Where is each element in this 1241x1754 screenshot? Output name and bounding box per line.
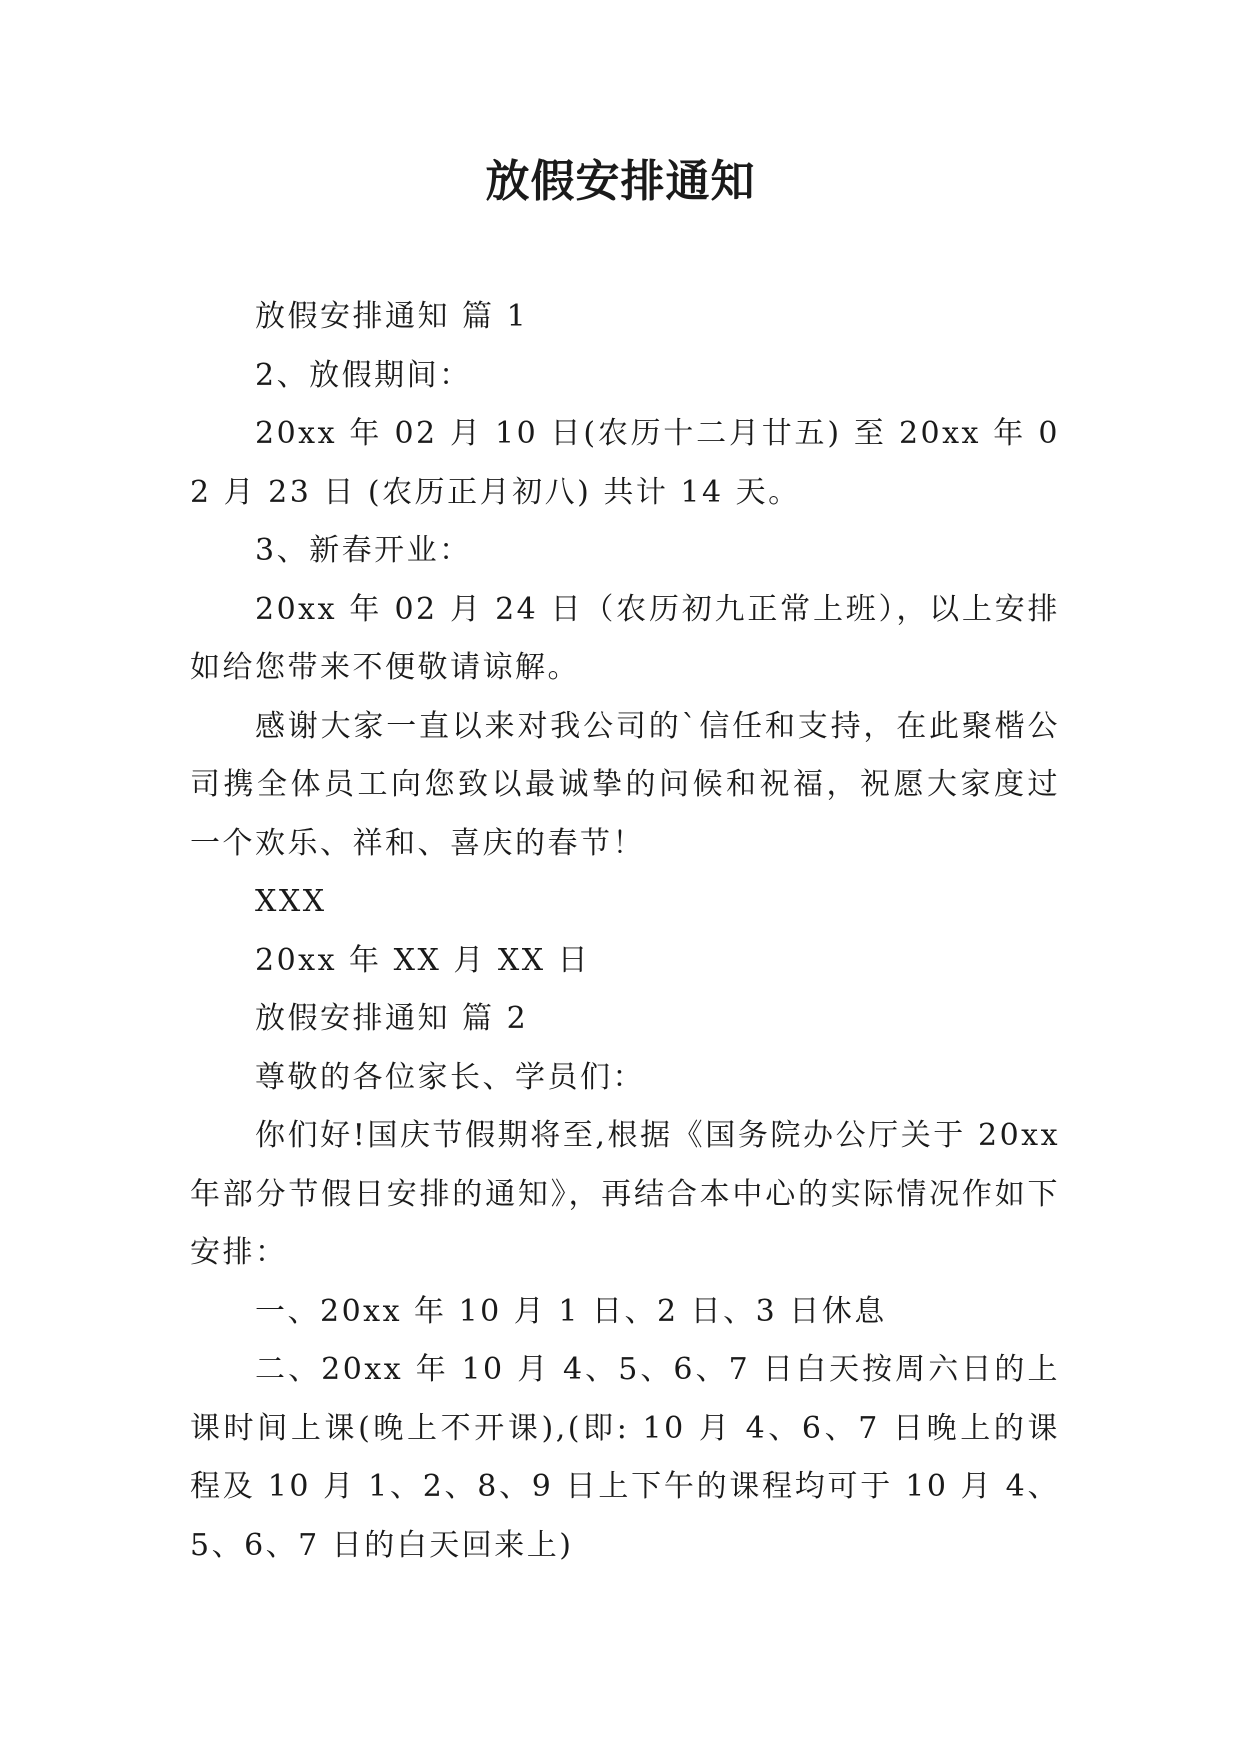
intro-paragraph: 你们好!国庆节假期将至,根据《国务院办公厅关于 20xx 年部分节假日安排的通知》，再结合本中心的实际情况作如下安排：	[190, 1118, 1060, 1270]
document-body	[190, 288, 1060, 1575]
document-title: 放假安排通知	[485, 156, 756, 207]
holiday-period-heading: 2、放假期间：	[255, 357, 472, 393]
greeting-paragraph: 感谢大家一直以来对我公司的`信任和支持，在此聚楷公司携全体员工向您致以最诚挚的问候和祝福，祝愿大家度过一个欢乐、祥和、喜庆的春节！	[190, 708, 1060, 861]
reopening-heading: 3、新春开业：	[255, 533, 472, 568]
arrangement-item-2: 二、20xx 年 10 月 4、5、6、7 日白天按周六日的上课时间上课(晚上不开课),(即: 10 月 4、6、7 日晚上的课程及 10 月 1、2、8、9 日上下午的课程均可于 10 月 4、5、6、7 日的白天回来上)	[190, 1352, 1060, 1563]
signature-date: 20xx 年 XX 月 XX 日	[255, 942, 591, 978]
arrangement-item-1: 一、20xx 年 10 月 1 日、2 日、3 日休息	[255, 1293, 887, 1329]
signature-name: XXX	[255, 884, 327, 919]
salutation: 尊敬的各位家长、学员们：	[255, 1059, 645, 1095]
section-heading-2: 放假安排通知 篇 2	[255, 1001, 529, 1036]
section-heading-1: 放假安排通知 篇 1	[255, 299, 529, 334]
holiday-period-text: 20xx 年 02 月 10 日(农历十二月廿五) 至 20xx 年 02 月 23 日 (农历正月初八) 共计 14 天。	[190, 416, 1060, 510]
reopening-text: 20xx 年 02 月 24 日（农历初九正常上班），以上安排如给您带来不便敬请谅解。	[190, 591, 1060, 685]
